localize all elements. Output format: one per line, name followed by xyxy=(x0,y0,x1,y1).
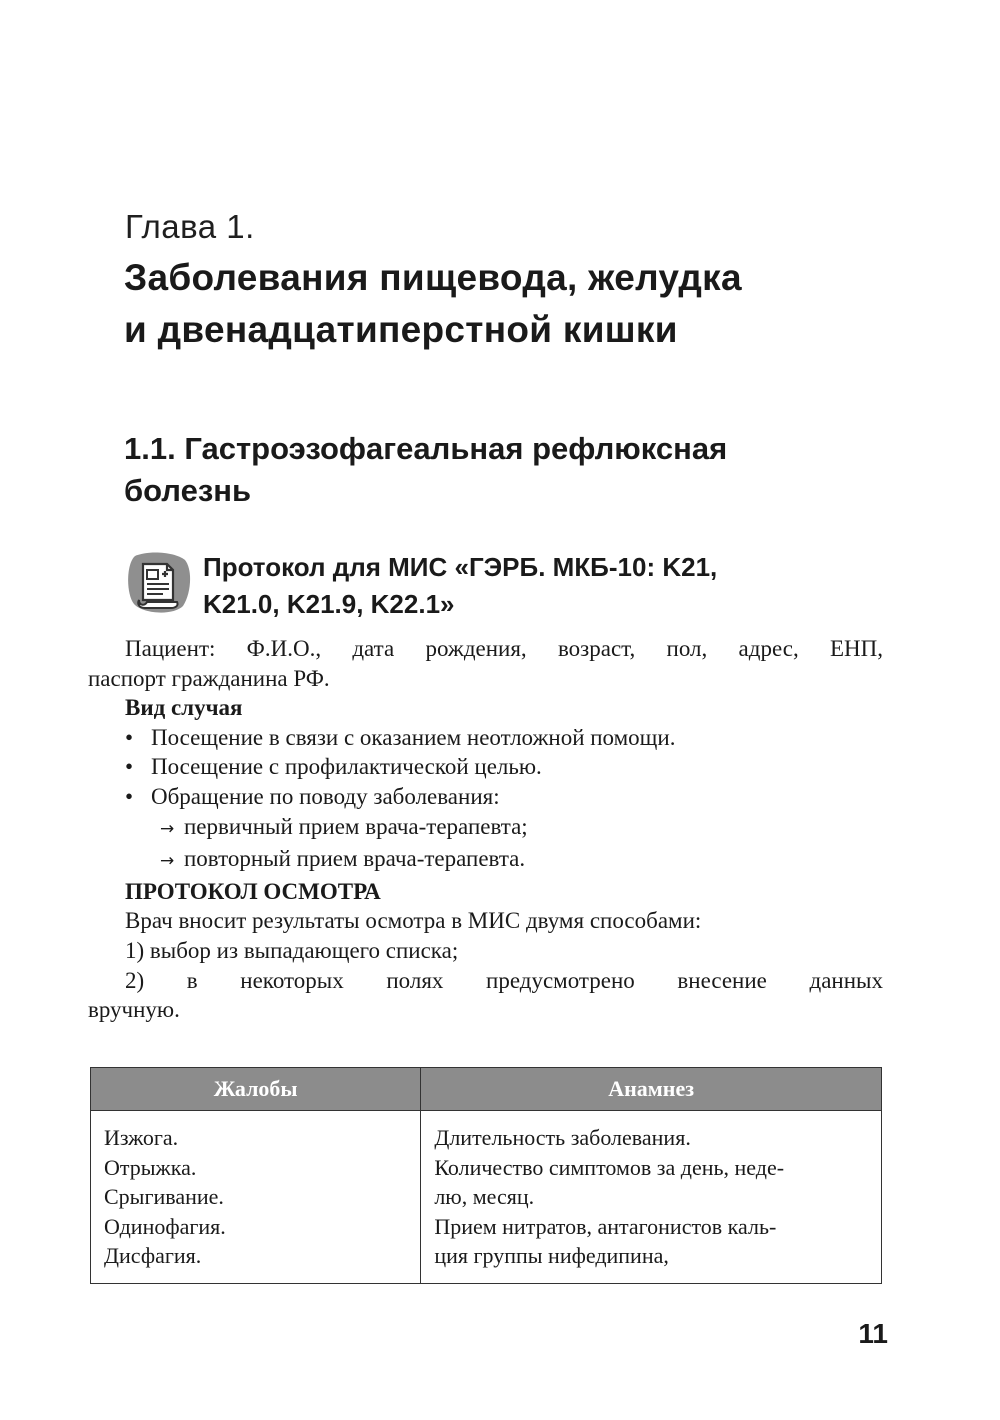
exam-protocol-heading: ПРОТОКОЛ ОСМОТРА xyxy=(125,878,381,904)
complaint-item: Одинофагия. xyxy=(104,1213,226,1239)
list-item xyxy=(88,782,883,812)
complaints-cell xyxy=(91,1111,421,1284)
list-item xyxy=(88,723,883,753)
complaint-item: Изжога. xyxy=(104,1125,179,1150)
exam-intro: Врач вносит результаты осмотра в МИС двумя способами: xyxy=(125,908,702,934)
anamnesis-line: Прием нитратов, антагонистов каль- xyxy=(434,1213,777,1239)
table-header-row xyxy=(91,1068,882,1111)
column-header-complaints: Жалобы xyxy=(91,1068,421,1111)
anamnesis-line: Количество симптомов за день, неде- xyxy=(434,1154,785,1180)
complaint-item: Срыгивание. xyxy=(104,1184,224,1210)
bullet-marker: • xyxy=(125,754,134,780)
section-title xyxy=(124,428,884,512)
protocol-heading xyxy=(203,549,883,623)
body-text xyxy=(88,634,883,1025)
list-item xyxy=(88,752,883,782)
arrow-right-icon: → xyxy=(160,818,175,839)
chapter-title-line: Заболевания пищевода, желудка xyxy=(124,257,742,298)
chapter-title-line: и двенадцатиперстной кишки xyxy=(124,309,678,350)
anamnesis-line: лю, месяц. xyxy=(434,1184,535,1210)
protocol-heading-line: K21.0, K21.9, K22.1» xyxy=(203,589,455,619)
method-item: 2) в некоторых полях предусмотрено внесение данных xyxy=(125,967,883,993)
patient-line: Пациент: Ф.И.О., дата рождения, возраст, пол, адрес, ЕНП, xyxy=(125,636,883,661)
section-title-line: болезнь xyxy=(124,473,252,508)
sub-list-item xyxy=(88,844,883,877)
method-item: 1) выбор из выпадающего списка; xyxy=(125,937,459,963)
anamnesis-line: ция группы нифедипина, xyxy=(434,1243,669,1269)
method-item-continuation: вручную. xyxy=(88,997,180,1023)
bullet-marker: • xyxy=(125,783,134,809)
complaints-anamnesis-table xyxy=(90,1067,882,1284)
column-header-anamnesis: Анамнез xyxy=(421,1068,882,1111)
complaint-item: Отрыжка. xyxy=(104,1154,197,1180)
sub-list-item-text: первичный прием врача-терапевта; xyxy=(184,813,528,839)
bullet-marker: • xyxy=(125,724,134,750)
page-number: 11 xyxy=(858,1318,888,1349)
arrow-right-icon: → xyxy=(160,851,175,872)
sub-list-item xyxy=(88,812,883,845)
sub-list-item-text: повторный прием врача-терапевта. xyxy=(184,846,526,872)
list-item-text: Обращение по поводу заболевания: xyxy=(151,783,500,809)
list-item-text: Посещение в связи с оказанием неотложной помощи. xyxy=(151,724,676,750)
complaint-item: Дисфагия. xyxy=(104,1243,202,1269)
section-title-line: 1.1. Гастроэзофагеальная рефлюксная xyxy=(124,431,728,466)
anamnesis-line: Длительность заболевания. xyxy=(434,1125,691,1150)
case-type-heading: Вид случая xyxy=(125,695,243,721)
patient-line: паспорт гражданина РФ. xyxy=(88,665,330,691)
list-item-text: Посещение с профилактической целью. xyxy=(151,754,542,780)
chapter-title xyxy=(124,252,884,356)
anamnesis-cell xyxy=(421,1111,882,1284)
protocol-heading-line: Протокол для МИС «ГЭРБ. МКБ-10: K21, xyxy=(203,552,718,582)
medical-document-icon xyxy=(127,550,191,614)
chapter-label: Глава 1. xyxy=(125,208,255,245)
table-row xyxy=(91,1111,882,1284)
